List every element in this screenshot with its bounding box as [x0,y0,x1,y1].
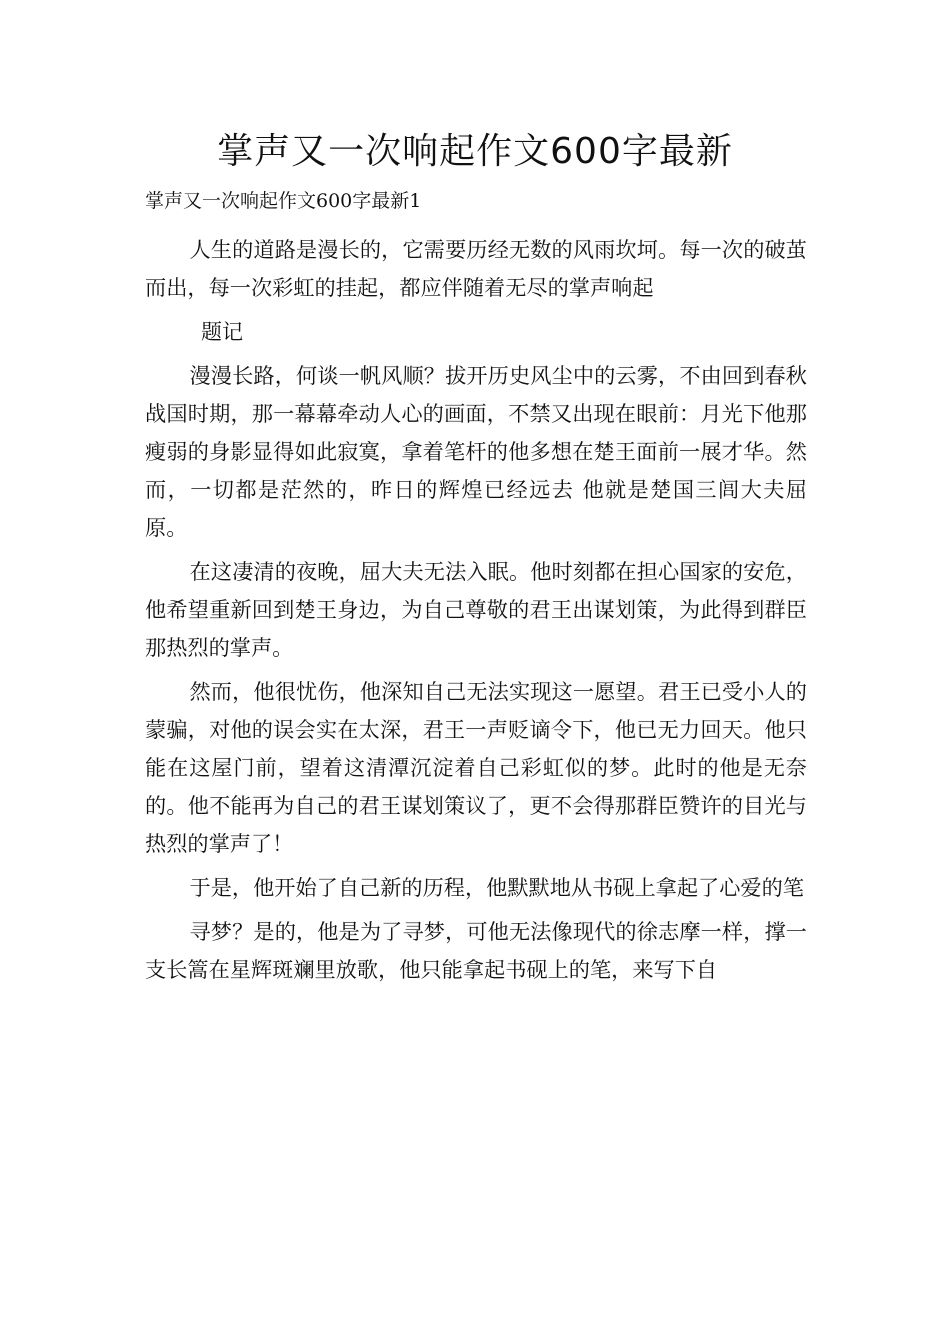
paragraph-2: 在这凄清的夜晚，屈大夫无法入眠。他时刻都在担心国家的安危，他希望重新回到楚王身边，为自己尊敬的君王出谋划策，为此得到群臣那热烈的掌声。 [145,559,807,660]
document-title: 掌声又一次响起作文600字最新 [217,131,733,172]
paragraph-1: 漫漫长路，何谈一帆风顺？拔开历史风尘中的云雾，不由回到春秋战国时期，那一幕幕牵动人心的画面，不禁又出现在眼前：月光下他那瘦弱的身影显得如此寂寞，拿着笔杆的他多想在楚王面前一展才华。然而，一切都是茫然的，昨日的辉煌已经远去 他就是楚国三闾大夫屈原。 [145,363,807,540]
paragraph-3: 然而，他很忧伤，他深知自己无法实现这一愿望。君王已受小人的蒙骗，对他的误会实在太深，君王一声贬谪令下，他已无力回天。他只能在这屋门前，望着这清潭沉淀着自己彩虹似的梦。此时的他是无奈的。他不能再为自己的君王谋划策议了，更不会得那群臣赞许的目光与热烈的掌声了！ [145,679,807,856]
epigraph-label: 题记 [201,320,243,344]
section-subtitle: 掌声又一次响起作文600字最新1 [145,190,422,212]
paragraph-5: 寻梦？是的，他是为了寻梦，可他无法像现代的徐志摩一样，撑一支长篙在星辉斑斓里放歌，他只能拿起书砚上的笔，来写下自 [145,919,807,982]
intro-paragraph: 人生的道路是漫长的，它需要历经无数的风雨坎坷。每一次的破茧而出，每一次彩虹的挂起，都应伴随着无尽的掌声响起 [145,237,807,300]
paragraph-4: 于是，他开始了自己新的历程，他默默地从书砚上拿起了心爱的笔 [189,875,804,900]
document-body [145,231,807,995]
